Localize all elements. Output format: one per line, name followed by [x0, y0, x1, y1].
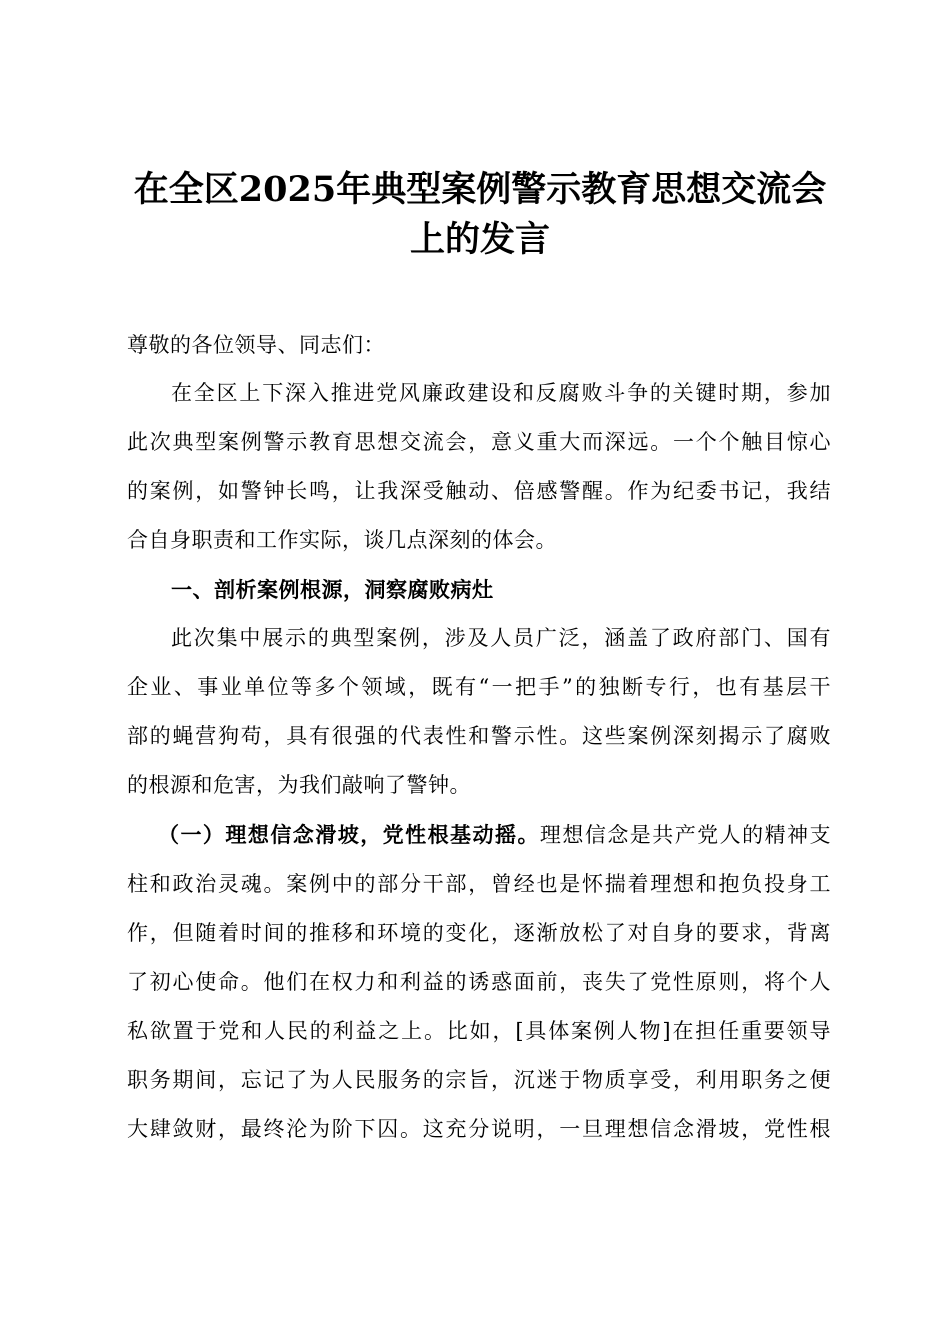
document-title-line-1: 在全区2025年典型案例警示教育思想交流会	[133, 169, 827, 210]
section-1-paragraph-line-1: 此次集中展示的典型案例，涉及人员广泛，涵盖了政府部门、国有	[171, 626, 831, 650]
intro-line-3: 的案例，如警钟长鸣，让我深受触动、倍感警醒。作为纪委书记，我结	[127, 479, 831, 503]
subsection-1-line-5: 私欲置于党和人民的利益之上。比如，[具体案例人物]在担任重要领导	[127, 1019, 831, 1043]
section-1-paragraph-line-4: 的根源和危害，为我们敲响了警钟。	[127, 773, 471, 797]
subsection-1-line-2: 柱和政治灵魂。案例中的部分干部，曾经也是怀揣着理想和抱负投身工	[127, 872, 831, 896]
document-title-line-2: 上的发言	[409, 219, 550, 260]
section-1-heading: 一、剖析案例根源，洞察腐败病灶	[171, 577, 494, 602]
section-1-paragraph-line-3: 部的蝇营狗苟，具有很强的代表性和警示性。这些案例深刻揭示了腐败	[127, 724, 831, 748]
subsection-1-line-7: 大肆敛财，最终沦为阶下囚。这充分说明，一旦理想信念滑坡，党性根	[127, 1117, 831, 1141]
intro-line-1: 在全区上下深入推进党风廉政建设和反腐败斗争的关键时期，参加	[171, 381, 831, 405]
salutation: 尊敬的各位领导、同志们：	[127, 333, 385, 357]
intro-line-4: 合自身职责和工作实际，谈几点深刻的体会。	[127, 528, 557, 552]
subsection-1-line-4: 了初心使命。他们在权力和利益的诱惑面前，丧失了党性原则，将个人	[127, 970, 831, 994]
intro-line-2: 此次典型案例警示教育思想交流会，意义重大而深远。一个个触目惊心	[127, 430, 831, 454]
subsection-1-line-3: 作，但随着时间的推移和环境的变化，逐渐放松了对自身的要求，背离	[127, 921, 831, 945]
subsection-1-heading: （一）理想信念滑坡，党性根基动摇。	[158, 822, 540, 847]
subsection-1-first-line	[158, 820, 831, 850]
subsection-1-line-6: 职务期间，忘记了为人民服务的宗旨，沉迷于物质享受，利用职务之便	[127, 1068, 831, 1092]
subsection-1-first-line-text: 理想信念是共产党人的精神支	[539, 823, 832, 847]
section-1-paragraph-line-2: 企业、事业单位等多个领域，既有“一把手”的独断专行，也有基层干	[127, 675, 831, 699]
